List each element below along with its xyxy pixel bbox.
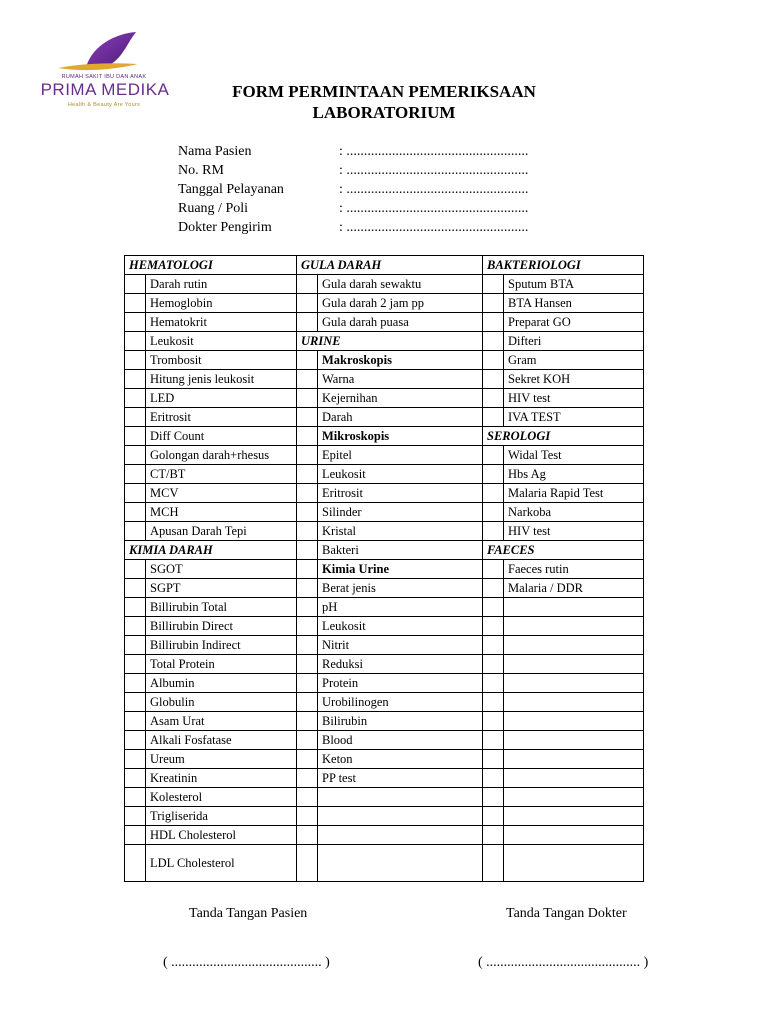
test-label: Urobilinogen <box>318 693 483 712</box>
subsection-label: Makroskopis <box>318 351 483 370</box>
test-checkbox[interactable] <box>297 674 318 693</box>
test-label: Globulin <box>146 693 297 712</box>
doctor-signature-line[interactable]: ( ............................................ ) <box>478 955 649 970</box>
test-label: Malaria Rapid Test <box>504 484 644 503</box>
table-row <box>125 693 644 712</box>
table-row <box>125 351 644 370</box>
table-row <box>125 522 644 541</box>
table-row <box>125 541 644 560</box>
test-label <box>504 693 644 712</box>
test-checkbox[interactable] <box>483 484 504 503</box>
test-label <box>504 750 644 769</box>
test-label <box>504 826 644 845</box>
test-label: Widal Test <box>504 446 644 465</box>
table-row <box>125 503 644 522</box>
test-checkbox[interactable] <box>483 332 504 351</box>
test-label: Malaria / DDR <box>504 579 644 598</box>
test-checkbox[interactable] <box>297 788 318 807</box>
patient-info-label: Tanggal Pelayanan <box>178 182 284 197</box>
section-header: GULA DARAH <box>297 256 483 275</box>
test-label <box>318 807 483 826</box>
test-checkbox[interactable] <box>483 617 504 636</box>
section-header: HEMATOLOGI <box>125 256 297 275</box>
test-label: LDL Cholesterol <box>146 845 297 882</box>
section-header: URINE <box>297 332 483 351</box>
test-label: Total Protein <box>146 655 297 674</box>
test-label: CT/BT <box>146 465 297 484</box>
test-label: Faeces rutin <box>504 560 644 579</box>
table-row <box>125 598 644 617</box>
test-label: LED <box>146 389 297 408</box>
test-checkbox[interactable] <box>297 294 318 313</box>
test-label <box>504 788 644 807</box>
test-label <box>504 769 644 788</box>
test-label: Leukosit <box>146 332 297 351</box>
test-label: Eritrosit <box>146 408 297 427</box>
test-checkbox[interactable] <box>297 598 318 617</box>
test-checkbox[interactable] <box>483 750 504 769</box>
test-label: PP test <box>318 769 483 788</box>
test-checkbox[interactable] <box>125 750 146 769</box>
test-checkbox[interactable] <box>297 484 318 503</box>
patient-info-label: Nama Pasien <box>178 144 252 159</box>
test-checkbox[interactable] <box>125 389 146 408</box>
logo-subtitle: RUMAH SAKIT IBU DAN ANAK <box>61 74 147 80</box>
test-checkbox[interactable] <box>483 845 504 882</box>
test-checkbox[interactable] <box>125 617 146 636</box>
test-label: IVA TEST <box>504 408 644 427</box>
test-checkbox[interactable] <box>125 522 146 541</box>
section-header: KIMIA DARAH <box>125 541 297 560</box>
test-checkbox[interactable] <box>125 674 146 693</box>
test-checkbox[interactable] <box>297 731 318 750</box>
test-label: Berat jenis <box>318 579 483 598</box>
test-checkbox[interactable] <box>483 313 504 332</box>
test-label: Sekret KOH <box>504 370 644 389</box>
test-checkbox[interactable] <box>483 807 504 826</box>
test-label: Keton <box>318 750 483 769</box>
test-label: Gula darah 2 jam pp <box>318 294 483 313</box>
test-checkbox[interactable] <box>483 655 504 674</box>
patient-info-field[interactable]: : .................................................... <box>339 220 529 235</box>
test-checkbox[interactable] <box>483 731 504 750</box>
lab-test-table <box>124 255 644 882</box>
table-row <box>125 370 644 389</box>
test-checkbox[interactable] <box>297 522 318 541</box>
test-checkbox[interactable] <box>297 712 318 731</box>
test-checkbox[interactable] <box>125 332 146 351</box>
test-checkbox[interactable] <box>483 674 504 693</box>
test-checkbox[interactable] <box>297 845 318 882</box>
test-checkbox[interactable] <box>483 465 504 484</box>
test-label: Billirubin Indirect <box>146 636 297 655</box>
test-label: Albumin <box>146 674 297 693</box>
test-checkbox[interactable] <box>483 446 504 465</box>
table-row <box>125 617 644 636</box>
table-row <box>125 484 644 503</box>
test-checkbox[interactable] <box>483 389 504 408</box>
test-checkbox[interactable] <box>483 636 504 655</box>
test-checkbox[interactable] <box>297 693 318 712</box>
test-checkbox[interactable] <box>297 408 318 427</box>
test-label: HIV test <box>504 389 644 408</box>
test-checkbox[interactable] <box>483 351 504 370</box>
table-row <box>125 332 644 351</box>
test-label: Bakteri <box>318 541 483 560</box>
test-label: Asam Urat <box>146 712 297 731</box>
test-checkbox[interactable] <box>297 807 318 826</box>
test-label: Nitrit <box>318 636 483 655</box>
test-label <box>318 788 483 807</box>
test-label: Narkoba <box>504 503 644 522</box>
test-label: Darah <box>318 408 483 427</box>
table-row <box>125 845 644 882</box>
test-label: Sputum BTA <box>504 275 644 294</box>
test-label <box>504 674 644 693</box>
test-checkbox[interactable] <box>297 617 318 636</box>
test-checkbox[interactable] <box>297 560 318 579</box>
test-checkbox[interactable] <box>125 408 146 427</box>
table-row <box>125 712 644 731</box>
test-label: SGPT <box>146 579 297 598</box>
test-checkbox[interactable] <box>125 712 146 731</box>
table-row <box>125 826 644 845</box>
test-label: Warna <box>318 370 483 389</box>
test-checkbox[interactable] <box>297 351 318 370</box>
test-label: HIV test <box>504 522 644 541</box>
test-label: Alkali Fosfatase <box>146 731 297 750</box>
test-checkbox[interactable] <box>297 275 318 294</box>
test-checkbox[interactable] <box>483 826 504 845</box>
test-checkbox[interactable] <box>297 750 318 769</box>
test-label <box>504 845 644 882</box>
test-label: Kejernihan <box>318 389 483 408</box>
table-row <box>125 294 644 313</box>
patient-signature-line[interactable]: ( ........................................... ) <box>163 955 330 970</box>
test-label: Bilirubin <box>318 712 483 731</box>
table-row <box>125 807 644 826</box>
table-row <box>125 769 644 788</box>
logo-name: PRIMA MEDIKA <box>40 80 170 99</box>
test-label: Gula darah sewaktu <box>318 275 483 294</box>
test-label: SGOT <box>146 560 297 579</box>
test-label: MCH <box>146 503 297 522</box>
test-label: pH <box>318 598 483 617</box>
test-label: Eritrosit <box>318 484 483 503</box>
test-checkbox[interactable] <box>125 313 146 332</box>
table-row <box>125 560 644 579</box>
test-label: MCV <box>146 484 297 503</box>
logo-tagline: Health & Beauty Are Yours <box>67 102 141 108</box>
test-label: Apusan Darah Tepi <box>146 522 297 541</box>
test-checkbox[interactable] <box>483 579 504 598</box>
test-label <box>318 826 483 845</box>
test-label <box>504 636 644 655</box>
test-label: Trombosit <box>146 351 297 370</box>
test-label: Leukosit <box>318 617 483 636</box>
table-row <box>125 465 644 484</box>
test-label <box>504 655 644 674</box>
test-label: Hematokrit <box>146 313 297 332</box>
test-label <box>504 598 644 617</box>
table-row <box>125 446 644 465</box>
test-checkbox[interactable] <box>483 788 504 807</box>
test-label: Trigliserida <box>146 807 297 826</box>
patient-signature-label: Tanda Tangan Pasien <box>189 906 308 921</box>
test-checkbox[interactable] <box>125 351 146 370</box>
test-checkbox[interactable] <box>483 408 504 427</box>
test-checkbox[interactable] <box>297 769 318 788</box>
test-checkbox[interactable] <box>125 427 146 446</box>
test-checkbox[interactable] <box>125 769 146 788</box>
test-checkbox[interactable] <box>125 446 146 465</box>
patient-info-field[interactable]: : .................................................... <box>339 163 529 178</box>
doctor-signature-label: Tanda Tangan Dokter <box>506 906 627 921</box>
test-label: Reduksi <box>318 655 483 674</box>
test-checkbox[interactable] <box>483 522 504 541</box>
test-checkbox[interactable] <box>125 788 146 807</box>
table-row <box>125 731 644 750</box>
test-checkbox[interactable] <box>297 370 318 389</box>
test-checkbox[interactable] <box>125 845 146 882</box>
test-label: Leukosit <box>318 465 483 484</box>
test-checkbox[interactable] <box>125 560 146 579</box>
test-label: Preparat GO <box>504 313 644 332</box>
test-checkbox[interactable] <box>297 313 318 332</box>
patient-info-field[interactable]: : .................................................... <box>339 182 529 197</box>
form-title-line1: FORM PERMINTAAN PEMERIKSAAN <box>232 82 536 101</box>
test-checkbox[interactable] <box>483 598 504 617</box>
test-checkbox[interactable] <box>125 826 146 845</box>
test-label: Difteri <box>504 332 644 351</box>
subsection-label: Mikroskopis <box>318 427 483 446</box>
test-label: Gram <box>504 351 644 370</box>
patient-info-label: No. RM <box>178 163 224 178</box>
section-header: BAKTERIOLOGI <box>483 256 644 275</box>
test-label: Blood <box>318 731 483 750</box>
table-row <box>125 655 644 674</box>
test-checkbox[interactable] <box>483 275 504 294</box>
test-checkbox[interactable] <box>125 484 146 503</box>
table-row <box>125 256 644 275</box>
test-checkbox[interactable] <box>483 503 504 522</box>
test-checkbox[interactable] <box>483 560 504 579</box>
test-label <box>504 712 644 731</box>
test-checkbox[interactable] <box>297 389 318 408</box>
table-row <box>125 750 644 769</box>
test-label: Protein <box>318 674 483 693</box>
test-checkbox[interactable] <box>125 693 146 712</box>
table-row <box>125 408 644 427</box>
section-header: FAECES <box>483 541 644 560</box>
test-label <box>318 845 483 882</box>
test-checkbox[interactable] <box>125 636 146 655</box>
patient-info-field[interactable]: : .................................................... <box>339 201 529 216</box>
test-label: Hemoglobin <box>146 294 297 313</box>
test-checkbox[interactable] <box>125 465 146 484</box>
table-row <box>125 579 644 598</box>
test-checkbox[interactable] <box>483 769 504 788</box>
test-checkbox[interactable] <box>483 370 504 389</box>
test-label: Golongan darah+rhesus <box>146 446 297 465</box>
test-label: Ureum <box>146 750 297 769</box>
test-checkbox[interactable] <box>297 655 318 674</box>
test-checkbox[interactable] <box>125 807 146 826</box>
test-checkbox[interactable] <box>297 541 318 560</box>
hospital-logo <box>28 28 178 123</box>
test-checkbox[interactable] <box>483 712 504 731</box>
test-label: BTA Hansen <box>504 294 644 313</box>
subsection-label: Kimia Urine <box>318 560 483 579</box>
test-label: Diff Count <box>146 427 297 446</box>
test-label: Gula darah puasa <box>318 313 483 332</box>
table-row <box>125 636 644 655</box>
test-checkbox[interactable] <box>125 598 146 617</box>
section-header: SEROLOGI <box>483 427 644 446</box>
test-checkbox[interactable] <box>483 693 504 712</box>
table-row <box>125 674 644 693</box>
test-checkbox[interactable] <box>125 579 146 598</box>
test-label: Hitung jenis leukosit <box>146 370 297 389</box>
test-checkbox[interactable] <box>297 427 318 446</box>
test-checkbox[interactable] <box>297 826 318 845</box>
table-row <box>125 389 644 408</box>
test-checkbox[interactable] <box>125 655 146 674</box>
test-label <box>504 731 644 750</box>
table-row <box>125 275 644 294</box>
table-row <box>125 427 644 446</box>
test-checkbox[interactable] <box>297 446 318 465</box>
test-label: Silinder <box>318 503 483 522</box>
test-checkbox[interactable] <box>125 503 146 522</box>
test-label: Kreatinin <box>146 769 297 788</box>
test-label: Kristal <box>318 522 483 541</box>
form-title <box>180 81 588 123</box>
test-checkbox[interactable] <box>297 465 318 484</box>
test-label <box>504 807 644 826</box>
test-checkbox[interactable] <box>125 294 146 313</box>
patient-info-label: Ruang / Poli <box>178 201 249 216</box>
test-checkbox[interactable] <box>125 275 146 294</box>
patient-info-field[interactable]: : .................................................... <box>339 144 529 159</box>
test-label: Darah rutin <box>146 275 297 294</box>
test-checkbox[interactable] <box>297 579 318 598</box>
test-label: Epitel <box>318 446 483 465</box>
butterfly-wing-icon <box>28 28 178 78</box>
form-title-line2: LABORATORIUM <box>312 103 456 122</box>
patient-info-label: Dokter Pengirim <box>178 220 272 235</box>
test-checkbox[interactable] <box>297 503 318 522</box>
table-row <box>125 313 644 332</box>
test-checkbox[interactable] <box>125 370 146 389</box>
test-label: Billirubin Direct <box>146 617 297 636</box>
test-label: Kolesterol <box>146 788 297 807</box>
test-label: Hbs Ag <box>504 465 644 484</box>
test-label: HDL Cholesterol <box>146 826 297 845</box>
test-checkbox[interactable] <box>297 636 318 655</box>
test-checkbox[interactable] <box>125 731 146 750</box>
test-checkbox[interactable] <box>483 294 504 313</box>
test-label <box>504 617 644 636</box>
test-label: Billirubin Total <box>146 598 297 617</box>
table-row <box>125 788 644 807</box>
